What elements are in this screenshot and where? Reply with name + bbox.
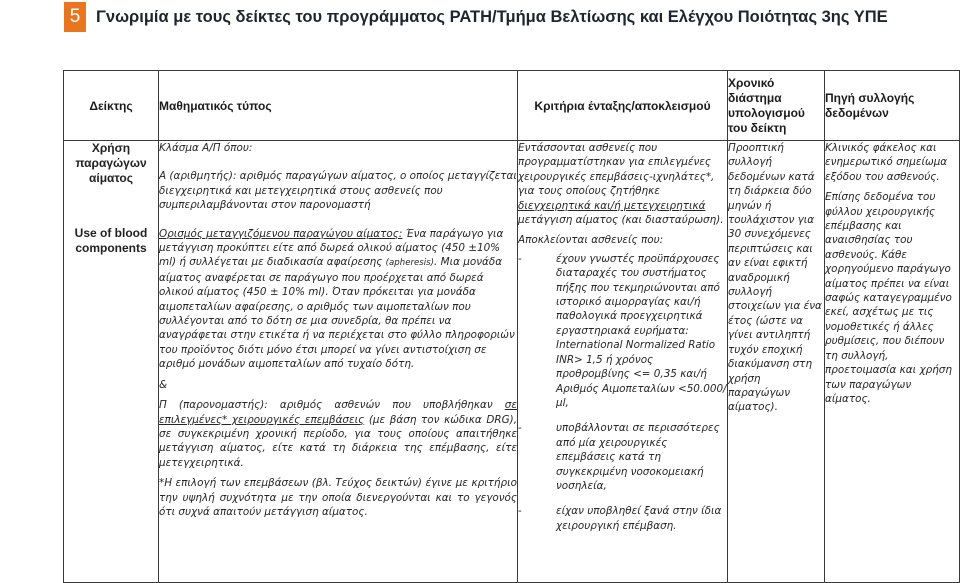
- exclusion-list: [518, 252, 727, 533]
- indicator-name-english: Use of blood components: [74, 226, 148, 255]
- inclusion-text-1: Εντάσσονται ασθενείς που προγραμματίστηκαν για επιλεγμένες χειρουργικές επεμβάσεις-ιχνηλάτες*, για τους οποίους ζητήθηκε: [518, 142, 715, 198]
- page-header: [0, 0, 960, 34]
- exclusion-item: [518, 504, 727, 533]
- header-criteria: Κριτήρια ένταξης/αποκλεισμού: [518, 71, 728, 141]
- indicator-row: [64, 141, 960, 583]
- exclusion-text: υποβάλλονται σε περισσότερες από μία χειρουργικές επεμβάσεις κατά τη συγκεκριμένη νοσοκομειακή νοσηλεία,: [556, 422, 720, 492]
- criteria-cell: [518, 141, 728, 583]
- exclusion-text: είχαν υποβληθεί ξανά στην ίδια χειρουργική επέμβαση.: [556, 505, 722, 532]
- definition-apheresis: (apheresis): [385, 258, 434, 269]
- indicator-cell: [64, 141, 159, 583]
- inclusion-text-2: μετάγγιση αίματος (και διασταύρωση).: [518, 214, 724, 227]
- source-text-2: Επίσης δεδομένα του φύλλου χειρουργικής επέμβασης και αναισθησίας του ασθενούς. Κάθε χορηγούμενο παράγωγο αίματος πρέπει να είναι σαφώς καταγεγραμμένο εκεί, ασχέτως με τις νομοθετικές ή άλλες ρυθμίσεις, που διέπουν τη συλλογή, προετοιμασία και χρήση των παραγώγων αίματος.: [825, 191, 952, 405]
- period-cell: [728, 141, 825, 583]
- exclusion-dash: -: [518, 505, 522, 518]
- exclusion-dash: -: [518, 252, 522, 265]
- exclusion-text: έχουν γνωστές προϋπάρχουσες διαταραχές του συστήματος πήξης που τεκμηριώνονται από ιστορικό αιμορραγίας και/ή παθολογικά προεγχειρητικά εργαστηριακά ευρήματα: International Normalized Ratio INR> 1,5 ή χρόνος προθρομβίνης <= 0,35 και/ή Αριθμός Αιμοπεταλίων <50.000/μl,: [556, 252, 727, 409]
- page-number-badge: 5: [64, 2, 86, 32]
- source-text-1: Κλινικός φάκελος και ενημερωτικό σημείωμα εξόδου του ασθενούς.: [825, 142, 948, 183]
- formula-cell: [159, 141, 518, 583]
- indicator-name-greek: Χρήση παραγώγων αίματος: [75, 141, 147, 185]
- period-text: Προοπτική συλλογή δεδομένων κατά τη διάρκεια δύο μηνών ή τουλάχιστον για 30 συνεχόμενες περιπτώσεις και αν είναι εφικτή αναδρομική συλλογή στοιχείων για ένα έτος (ώστε να γίνει αντιληπτή τυχόν εποχική διακύμανση στη χρήση παραγώγων αίματος).: [728, 142, 822, 414]
- formula-numerator: Α (αριθμητής): αριθμός παραγώγων αίματος, ο οποίος μεταγγίζεται διεγχειρητικά και μετεγχειρητικά στους ασθενείς που συμπεριλαμβάνονται στον παρονομαστή: [159, 170, 517, 212]
- exclusion-item: [518, 421, 727, 493]
- denominator-text-2: (με βάση τον κώδικα DRG), σε συγκεκριμένη χρονική περίοδο, για τους οποίους απαιτήθηκε μετάγγιση αίματος, είτε κατά τη διάρκεια της επέμβασης, είτε μετεγχειρητικά.: [159, 413, 517, 469]
- indicators-table: [63, 70, 960, 583]
- exclusion-dash: -: [518, 422, 522, 435]
- header-indicator: Δείκτης: [64, 71, 159, 141]
- definition-text-2: . Μια μονάδα αίματος αναφέρεται σε παράγωγο που προέρχεται από δωρεά ολικού αίματος (450 ± 10% ml). Όταν πρόκειται για μονάδα αιμοπεταλίων αφαίρεσης, ο αριθμός των αιμοπεταλίων που συλλέγονται από το δότη σε μια συνεδρία, θα πρέπει να αναγράφεται στην ετικέτα ή να περιέχεται στο φύλλο πληροφοριών του προϊόντος διότι μόνο έτσι μπορεί να γίνει αντιστοίχιση σε αριθμό μονάδων αιμοπεταλίων από τυχαίο δότη.: [159, 256, 515, 371]
- formula-footnote: *Η επιλογή των επεμβάσεων (βλ. Τεύχος δεικτών) έγινε με κριτήριο την υψηλή συχνότητα με την οποία διενεργούνται και το γεγονός ότι συχνά απαιτούν μετάγγιση αίματος.: [159, 477, 517, 518]
- header-row: [64, 71, 960, 141]
- header-source: Πηγή συλλογής δεδομένων: [825, 71, 960, 141]
- denominator-underlined: σε επιλεγμένες* χειρουργικές επεμβάσεις: [159, 399, 517, 426]
- definition-text-1: Ένα παράγωγο για μετάγγιση προκύπτει είτε από δωρεά ολικού αίματος (450 ±10% ml) ή συλλέγεται με διαδικασία αφαίρεσης: [159, 227, 504, 269]
- denominator-text-1: Π (παρονομαστής): αριθμός ασθενών που υποβλήθηκαν: [159, 399, 505, 412]
- formula-fraction: Κλάσμα Α/Π όπου:: [159, 142, 253, 154]
- source-cell: [825, 141, 960, 583]
- document-title: Γνωριμία με τους δείκτες του προγράμματος PATH/Τμήμα Βελτίωσης και Ελέγχου Ποιότητας 3ης ΥΠΕ: [96, 8, 888, 26]
- header-period: Χρονικό διάστημα υπολογισμού του δείκτη: [728, 71, 825, 141]
- exclusion-title: Αποκλείονται ασθενείς που:: [518, 234, 664, 247]
- formula-ampersand: &: [159, 378, 168, 391]
- inclusion-underlined: διεγχειρητικά και/ή μετεγχειρητικά: [518, 199, 706, 212]
- definition-title: Ορισμός μεταγγιζόμενου παραγώγου αίματος:: [159, 227, 403, 240]
- header-formula: Μαθηματικός τύπος: [159, 71, 518, 141]
- exclusion-item: [518, 252, 727, 410]
